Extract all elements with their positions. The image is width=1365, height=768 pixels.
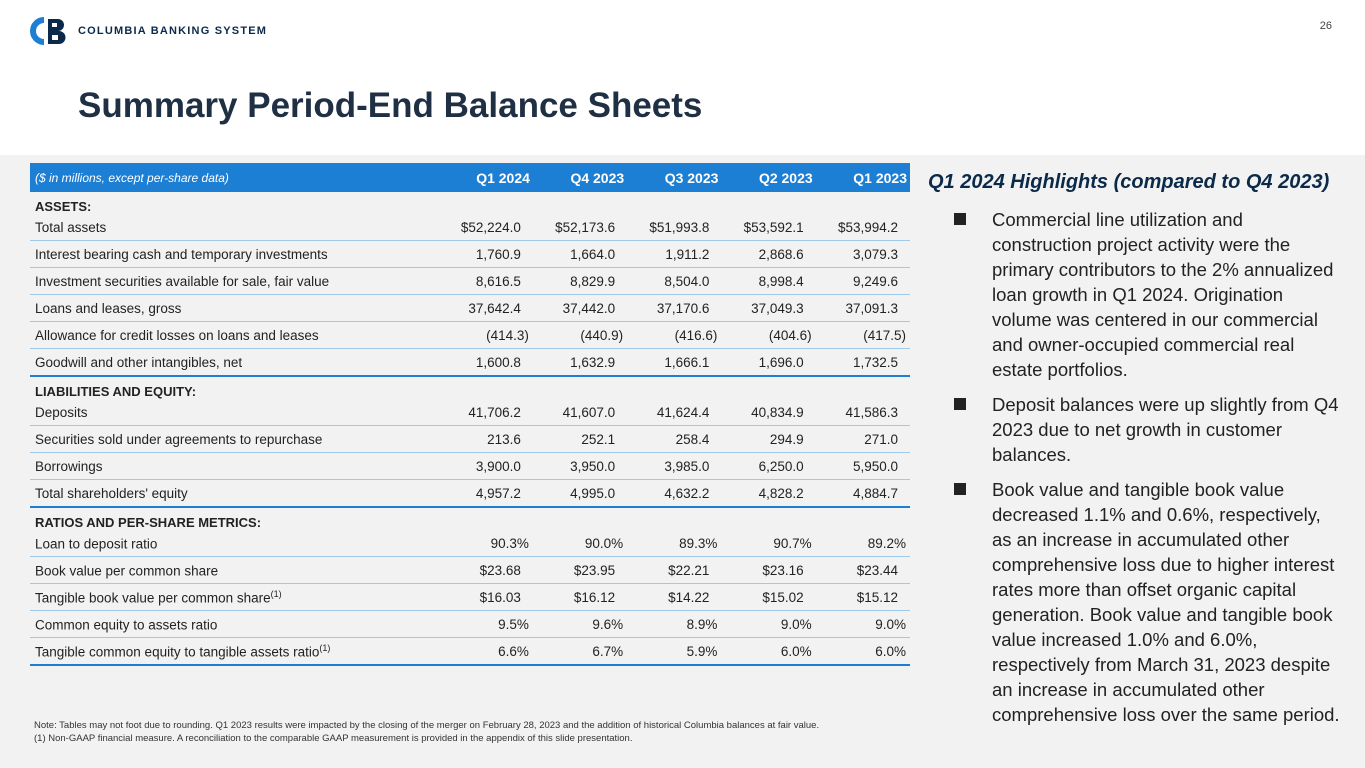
- row-label: [30, 426, 439, 453]
- row-label: [30, 214, 439, 241]
- value-cell: 213.6: [439, 426, 533, 453]
- row-label-text: Goodwill and other intangibles, net: [35, 354, 243, 370]
- row-label: [30, 453, 439, 480]
- value-cell: 294.9: [721, 426, 815, 453]
- value-cell: 1,600.8: [439, 349, 533, 377]
- highlights-list: [954, 207, 1344, 737]
- value-cell: 8,504.0: [627, 268, 721, 295]
- highlight-item: [954, 392, 1344, 467]
- value-cell: 258.4: [627, 426, 721, 453]
- value-cell: $14.22: [627, 584, 721, 611]
- footnotes: [34, 719, 819, 745]
- row-label: [30, 638, 439, 666]
- value-cell: 41,607.0: [533, 399, 627, 426]
- balance-sheet-table: [30, 163, 910, 666]
- square-bullet-icon: [954, 213, 966, 225]
- value-cell: $53,994.2: [816, 214, 910, 241]
- value-cell: $23.44: [816, 557, 910, 584]
- brand-logo: [26, 16, 267, 46]
- table-row: [30, 241, 910, 268]
- value-cell: 1,632.9: [533, 349, 627, 377]
- value-cell: 90.3%: [439, 530, 533, 557]
- footnote-marker: (1): [319, 642, 331, 653]
- section-heading-row: [30, 507, 910, 530]
- square-bullet-icon: [954, 398, 966, 410]
- value-cell: 5.9%: [627, 638, 721, 666]
- row-label: [30, 268, 439, 295]
- value-cell: 4,632.2: [627, 480, 721, 508]
- table-row: [30, 295, 910, 322]
- value-cell: 41,706.2: [439, 399, 533, 426]
- value-cell: 9.5%: [439, 611, 533, 638]
- highlight-text: Deposit balances were up slightly from Q4 2023 due to net growth in customer balances.: [992, 394, 1339, 465]
- value-cell: 6.0%: [721, 638, 815, 666]
- table-row: [30, 349, 910, 377]
- table-row: [30, 557, 910, 584]
- table-body: [30, 192, 910, 665]
- value-cell: 37,049.3: [721, 295, 815, 322]
- row-label-text: Allowance for credit losses on loans and leases: [35, 327, 319, 343]
- value-cell: 1,911.2: [627, 241, 721, 268]
- value-cell: 4,957.2: [439, 480, 533, 508]
- section-heading: RATIOS AND PER-SHARE METRICS:: [35, 515, 262, 530]
- value-cell: 9.0%: [816, 611, 910, 638]
- value-cell: 1,664.0: [533, 241, 627, 268]
- row-label-text: Total shareholders' equity: [35, 485, 188, 501]
- value-cell: $15.02: [721, 584, 815, 611]
- value-cell: 2,868.6: [721, 241, 815, 268]
- row-label-text: Interest bearing cash and temporary investments: [35, 246, 328, 262]
- table-row: [30, 426, 910, 453]
- brand-name: COLUMBIA BANKING SYSTEM: [78, 25, 268, 37]
- value-cell: 252.1: [533, 426, 627, 453]
- value-cell: $23.68: [439, 557, 533, 584]
- value-cell: $23.95: [533, 557, 627, 584]
- row-label: [30, 349, 439, 377]
- value-cell: 6.0%: [816, 638, 910, 666]
- value-cell: $15.12: [816, 584, 910, 611]
- value-cell: 6,250.0: [721, 453, 815, 480]
- row-label: [30, 480, 439, 508]
- value-cell: 41,586.3: [816, 399, 910, 426]
- value-cell: 9.6%: [533, 611, 627, 638]
- value-cell: 3,985.0: [627, 453, 721, 480]
- units-header: ($ in millions, except per-share data): [30, 163, 439, 192]
- row-label: [30, 241, 439, 268]
- value-cell: 37,091.3: [816, 295, 910, 322]
- row-label-text: Tangible book value per common share: [35, 590, 271, 606]
- row-label: [30, 322, 439, 349]
- highlight-text: Commercial line utilization and construction project activity were the primary contributors to the 2% annualized loan growth in Q1 2024. Origination volume was centered in our commercial and owner-occupied commercial real estate portfolios.: [992, 209, 1334, 380]
- value-cell: 6.7%: [533, 638, 627, 666]
- row-label: [30, 584, 439, 611]
- value-cell: (440.9): [533, 322, 627, 349]
- row-label: [30, 611, 439, 638]
- table-row: [30, 530, 910, 557]
- value-cell: 9.0%: [721, 611, 815, 638]
- value-cell: 1,732.5: [816, 349, 910, 377]
- value-cell: 40,834.9: [721, 399, 815, 426]
- value-cell: 37,442.0: [533, 295, 627, 322]
- value-cell: 89.2%: [816, 530, 910, 557]
- row-label: [30, 557, 439, 584]
- value-cell: 89.3%: [627, 530, 721, 557]
- value-cell: $52,224.0: [439, 214, 533, 241]
- value-cell: 4,884.7: [816, 480, 910, 508]
- value-cell: 9,249.6: [816, 268, 910, 295]
- row-label-text: Loan to deposit ratio: [35, 536, 158, 552]
- section-heading-row: [30, 376, 910, 399]
- table-row: [30, 453, 910, 480]
- page-title: Summary Period-End Balance Sheets: [78, 86, 703, 125]
- highlight-text: Book value and tangible book value decreased 1.1% and 0.6%, respectively, as an increase in accumulated other comprehensive loss due to higher interest rates more than offset organic capital generation. Book value and tangible book value increased 1.0% and 6.0%, respectively from March 31, 2023 despite an increase in accumulated other comprehensive loss over the same period.: [992, 479, 1340, 725]
- value-cell: (417.5): [816, 322, 910, 349]
- value-cell: 90.0%: [533, 530, 627, 557]
- row-label-text: Deposits: [35, 404, 88, 420]
- table-row: [30, 480, 910, 508]
- row-label-text: Book value per common share: [35, 563, 219, 579]
- value-cell: $53,592.1: [721, 214, 815, 241]
- row-label: [30, 399, 439, 426]
- value-cell: (414.3): [439, 322, 533, 349]
- highlight-item: [954, 207, 1344, 382]
- highlight-item: [954, 477, 1344, 727]
- value-cell: 8,616.5: [439, 268, 533, 295]
- cb-logo-icon: [26, 16, 68, 46]
- value-cell: 4,828.2: [721, 480, 815, 508]
- value-cell: 8,998.4: [721, 268, 815, 295]
- row-label-text: Investment securities available for sale, fair value: [35, 273, 330, 289]
- value-cell: 8.9%: [627, 611, 721, 638]
- value-cell: 3,079.3: [816, 241, 910, 268]
- value-cell: 37,642.4: [439, 295, 533, 322]
- value-cell: 37,170.6: [627, 295, 721, 322]
- value-cell: $16.12: [533, 584, 627, 611]
- highlights-title: Q1 2024 Highlights (compared to Q4 2023): [928, 171, 1330, 193]
- value-cell: $52,173.6: [533, 214, 627, 241]
- value-cell: 271.0: [816, 426, 910, 453]
- row-label-text: Securities sold under agreements to repurchase: [35, 431, 323, 447]
- footnote-note: Note: Tables may not foot due to rounding. Q1 2023 results were impacted by the closing of the merger on February 28, 2023 and the addition of historical Columbia balances at fair value.: [34, 720, 820, 731]
- row-label-text: Tangible common equity to tangible assets ratio: [35, 644, 320, 660]
- value-cell: 1,696.0: [721, 349, 815, 377]
- column-header: Q4 2023: [533, 163, 627, 192]
- square-bullet-icon: [954, 483, 966, 495]
- column-header: Q3 2023: [627, 163, 721, 192]
- table-row: [30, 611, 910, 638]
- table-row: [30, 268, 910, 295]
- page-number: 26: [1319, 20, 1332, 32]
- value-cell: 41,624.4: [627, 399, 721, 426]
- value-cell: (416.6): [627, 322, 721, 349]
- table-header-row: [30, 163, 910, 192]
- value-cell: 90.7%: [721, 530, 815, 557]
- table-row: [30, 584, 910, 611]
- value-cell: 1,666.1: [627, 349, 721, 377]
- footnote-marker: (1): [270, 588, 282, 599]
- section-heading: ASSETS:: [35, 199, 92, 214]
- row-label: [30, 295, 439, 322]
- column-header: Q1 2024: [439, 163, 533, 192]
- row-label: [30, 530, 439, 557]
- table-row: [30, 399, 910, 426]
- value-cell: 3,900.0: [439, 453, 533, 480]
- row-label-text: Common equity to assets ratio: [35, 617, 218, 633]
- value-cell: 1,760.9: [439, 241, 533, 268]
- section-heading-row: [30, 192, 910, 214]
- column-header: Q2 2023: [721, 163, 815, 192]
- table-row: [30, 214, 910, 241]
- value-cell: 6.6%: [439, 638, 533, 666]
- value-cell: $51,993.8: [627, 214, 721, 241]
- value-cell: 3,950.0: [533, 453, 627, 480]
- row-label-text: Loans and leases, gross: [35, 300, 182, 316]
- table-row: [30, 638, 910, 666]
- value-cell: $22.21: [627, 557, 721, 584]
- row-label-text: Total assets: [35, 219, 107, 235]
- section-heading: LIABILITIES AND EQUITY:: [35, 384, 197, 399]
- row-label-text: Borrowings: [35, 458, 103, 474]
- table-row: [30, 322, 910, 349]
- column-header: Q1 2023: [816, 163, 910, 192]
- value-cell: $23.16: [721, 557, 815, 584]
- value-cell: 8,829.9: [533, 268, 627, 295]
- value-cell: 4,995.0: [533, 480, 627, 508]
- value-cell: 5,950.0: [816, 453, 910, 480]
- value-cell: (404.6): [721, 322, 815, 349]
- footnote-1: (1) Non-GAAP financial measure. A reconciliation to the comparable GAAP measurement is provided in the appendix of this slide presentation.: [34, 733, 633, 744]
- value-cell: $16.03: [439, 584, 533, 611]
